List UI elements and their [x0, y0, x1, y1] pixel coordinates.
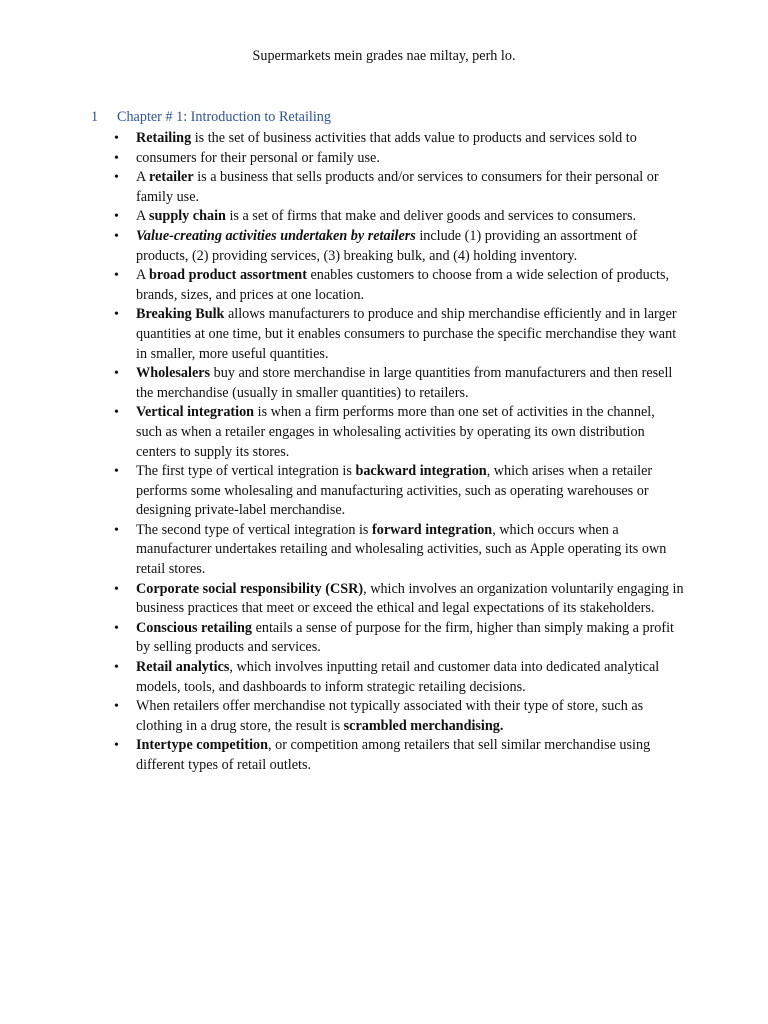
list-item: [136, 403, 684, 462]
list-item: [136, 462, 684, 521]
bullet-text: A: [136, 169, 150, 186]
bullet-text: is a business that sells products and/or services to consumers for their personal or family use.: [136, 169, 659, 205]
bullet-list: [136, 129, 684, 776]
bullet-text: The first type of vertical integration is: [136, 463, 356, 480]
bullet-text: , which arises when a retailer performs some wholesaling and manufacturing activities, such as operating warehouses or designing private-label merchandise.: [136, 463, 653, 519]
list-item: [136, 227, 684, 266]
chapter-heading: [91, 108, 331, 126]
list-item: [136, 305, 684, 364]
bold-term: Retailing: [136, 130, 192, 146]
bullet-text: enables customers to choose from a wide selection of products, brands, sizes, and prices at one location.: [136, 267, 670, 303]
list-item: [136, 266, 684, 305]
bullet-text: is when a firm performs more than one set of activities in the channel, such as when a retailer engages in wholesaling activities by operating its own distribution centers to supply its stores.: [136, 404, 655, 460]
bold-term: Corporate social responsibility (CSR): [136, 580, 364, 597]
header-note: Supermarkets mein grades nae miltay, perh lo.: [252, 48, 516, 64]
bold-term: scrambled merchandising.: [343, 717, 504, 734]
list-item: [136, 580, 684, 619]
bold-term: broad product assortment: [149, 267, 307, 284]
bullet-text: include (1) providing an assortment of products, (2) providing services, (3) breaking bulk, and (4) holding inventory.: [136, 227, 638, 264]
list-item: [136, 736, 684, 775]
list-item: [136, 697, 684, 736]
bold-term: forward integration: [372, 521, 493, 538]
bullet-text: entails a sense of purpose for the firm, higher than simply making a profit by selling products and services.: [136, 619, 674, 656]
bullet-text: allows manufacturers to produce and ship merchandise efficiently and in larger quantities at one time, but it enables consumers to purchase the specific merchandise they want in smaller, more useful quantities.: [136, 306, 677, 362]
list-item: [136, 619, 684, 658]
list-item: [136, 521, 684, 580]
bold-term: Wholesalers: [136, 365, 211, 382]
list-item: [136, 658, 684, 697]
bold-italic-term: Value-creating activities undertaken by retailers: [136, 227, 416, 244]
bullet-text: The second type of vertical integration is: [136, 521, 372, 538]
bold-term: Retail analytics: [136, 659, 230, 676]
bold-term: Vertical integration: [136, 404, 255, 421]
bullet-text: is the set of business activities that adds value to products and services sold to: [191, 130, 637, 146]
list-item: [136, 149, 684, 169]
bold-term: backward integration: [355, 463, 487, 480]
list-item: [136, 364, 684, 403]
bold-term: Intertype competition: [136, 737, 268, 754]
bullet-text: is a set of firms that make and deliver goods and services to consumers.: [225, 208, 637, 225]
bullet-text: , which involves inputting retail and customer data into dedicated analytical models, tools, and dashboards to inform strategic retailing decisions.: [136, 659, 660, 695]
bullet-text: buy and store merchandise in large quantities from manufacturers and then resell the merchandise (usually in smaller quantities) to retailers.: [136, 365, 673, 401]
list-item: [136, 207, 684, 227]
chapter-number: 1: [91, 109, 99, 125]
list-item: [136, 129, 684, 149]
bold-term: Breaking Bulk: [136, 306, 225, 323]
bullet-text: , which occurs when a manufacturer undertakes retailing and wholesaling activities, such as Apple operating its own retail stores.: [136, 521, 667, 578]
bullet-text: A: [136, 267, 150, 284]
bold-term: supply chain: [149, 208, 226, 225]
bold-term: Conscious retailing: [136, 619, 253, 636]
bold-term: [136, 228, 416, 244]
chapter-title: Chapter # 1: Introduction to Retailing: [117, 109, 331, 125]
list-item: [136, 168, 684, 207]
bullet-text: , which involves an organization voluntarily engaging in business practices that meet or exceed the ethical and legal expectations of its stakeholders.: [136, 580, 684, 617]
bullet-text: consumers for their personal or family use.: [136, 149, 380, 166]
bold-term: retailer: [149, 169, 194, 186]
bullet-text: When retailers offer merchandise not typically associated with their type of store, such as clothing in a drug store, the result is: [136, 698, 644, 734]
bullet-text: , or competition among retailers that sell similar merchandise using different types of retail outlets.: [136, 737, 651, 773]
bullet-text: A: [136, 208, 150, 225]
